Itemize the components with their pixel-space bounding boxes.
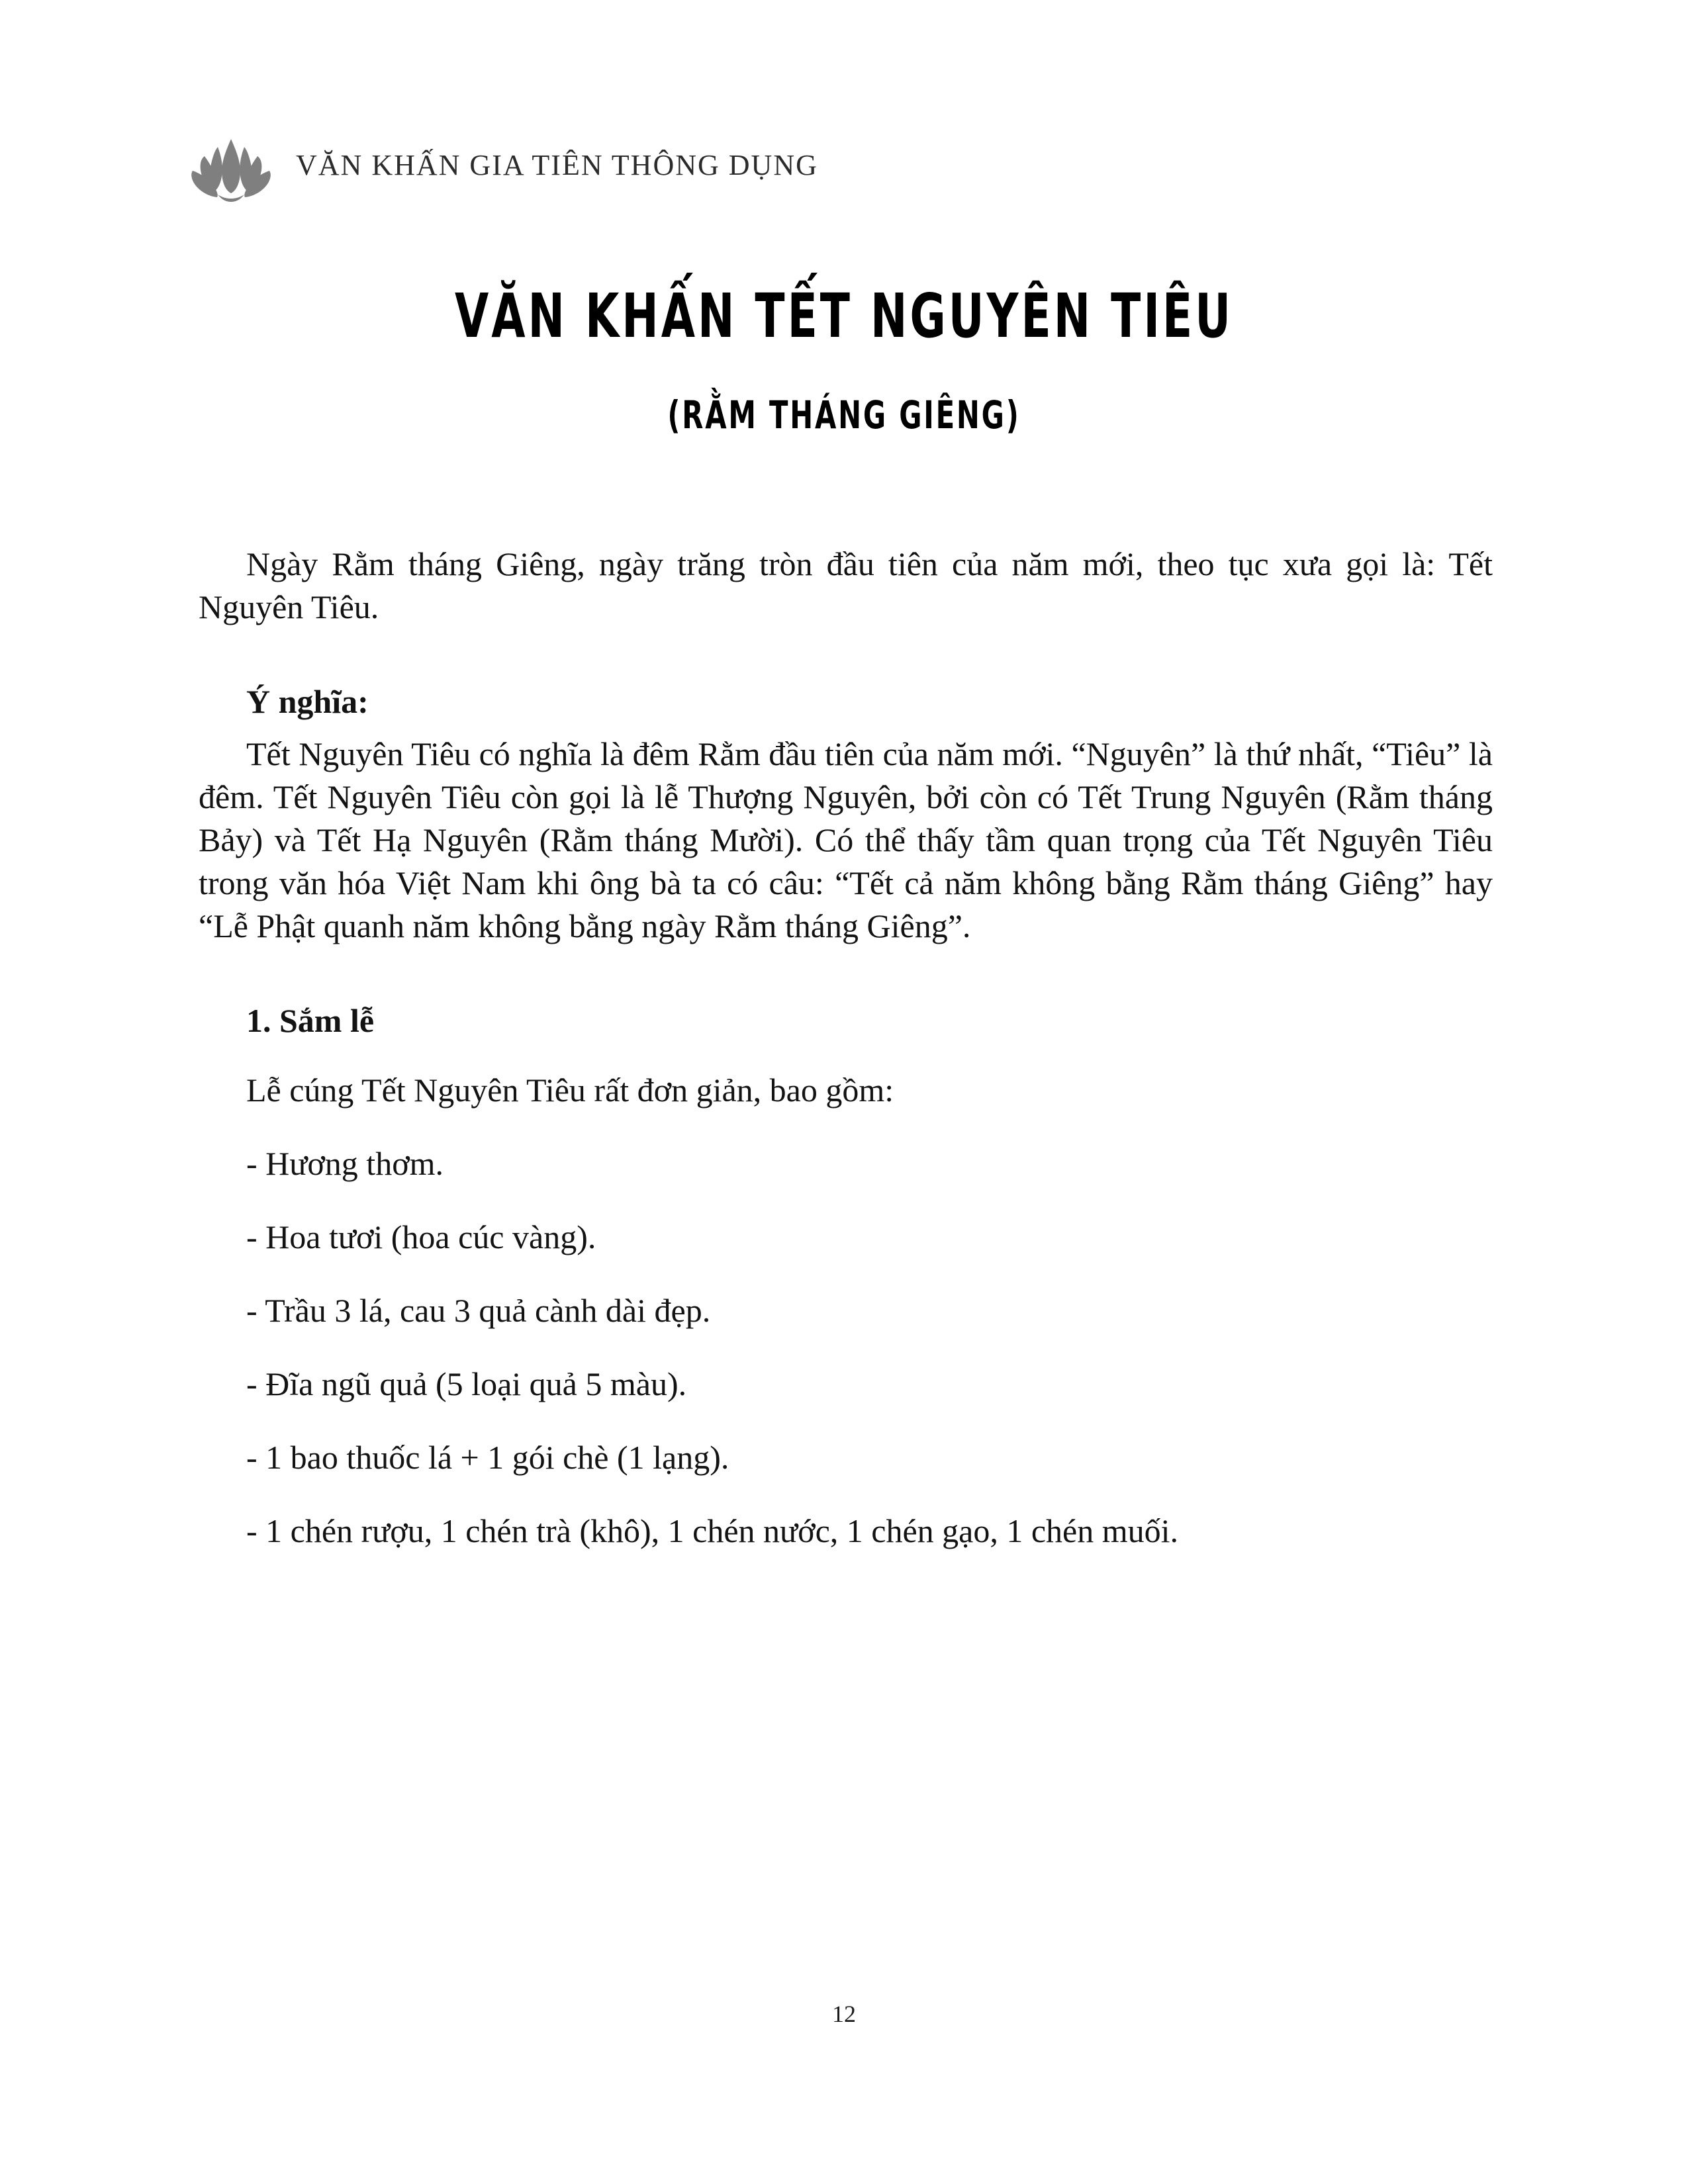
list-item: - 1 bao thuốc lá + 1 gói chè (1 lạng). bbox=[246, 1439, 729, 1476]
lotus-icon bbox=[189, 130, 273, 204]
document-body bbox=[199, 543, 1493, 1583]
list-item: - Trầu 3 lá, cau 3 quả cành dài đẹp. bbox=[246, 1292, 711, 1329]
spacer bbox=[199, 1052, 1493, 1069]
offerings-list bbox=[199, 1142, 1493, 1553]
running-header-title: VĂN KHẤN GIA TIÊN THÔNG DỤNG bbox=[296, 149, 818, 181]
meaning-paragraph: Tết Nguyên Tiêu có nghĩa là đêm Rằm đầu tiên của năm mới. “Nguyên” là thứ nhất, “Tiêu” là đêm. Tết Nguyên Tiêu còn gọi là lễ Thượng Nguyên, bởi còn có Tết Trung Nguyên (Rằm tháng Bảy) và Tết Hạ Nguyên (Rằm tháng Mười). Có thể thấy tầm quan trọng của Tết Nguyên Tiêu trong văn hóa Việt Nam khi ông bà ta có câu: “Tết cả năm không bằng Rằm tháng Giêng” hay “Lễ Phật quanh năm không bằng ngày Rằm tháng Giêng”. bbox=[199, 735, 1493, 944]
meaning-heading: Ý nghĩa: bbox=[246, 683, 369, 720]
list-item: - 1 chén rượu, 1 chén trà (khô), 1 chén nước, 1 chén gạo, 1 chén muối. bbox=[246, 1512, 1179, 1549]
page-number: 12 bbox=[832, 2001, 856, 2027]
list-item: - Đĩa ngũ quả (5 loại quả 5 màu). bbox=[246, 1365, 687, 1402]
page-title: VĂN KHẤN TẾT NGUYÊN TIÊU bbox=[455, 281, 1233, 351]
spacer bbox=[199, 957, 1493, 979]
list-item: - Hoa tươi (hoa cúc vàng). bbox=[246, 1218, 596, 1255]
section1-intro: Lễ cúng Tết Nguyên Tiêu rất đơn giản, bao gồm: bbox=[246, 1071, 894, 1109]
list-item: - Hương thơm. bbox=[246, 1145, 444, 1182]
running-header bbox=[189, 130, 818, 204]
intro-paragraph: Ngày Rằm tháng Giêng, ngày trăng tròn đầu tiên của năm mới, theo tục xưa gọi là: Tết Nguyên Tiêu. bbox=[199, 545, 1493, 625]
section1-heading: 1. Sắm lễ bbox=[246, 1002, 375, 1039]
spacer bbox=[199, 638, 1493, 660]
page-subtitle: (RẰM THÁNG GIÊNG) bbox=[667, 392, 1021, 437]
